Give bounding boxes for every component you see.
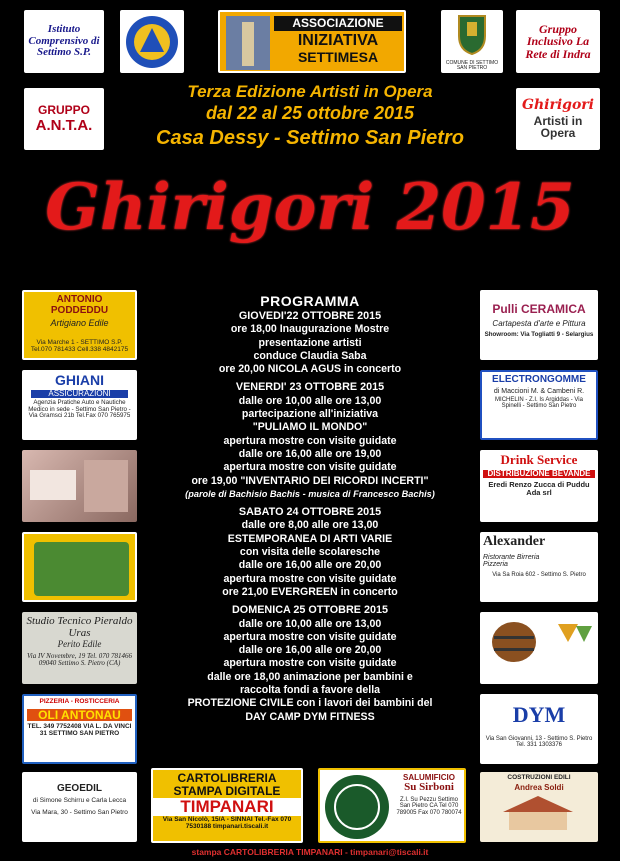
sponsor-geoedil-sub: di Simone Schirru e Carla Lecca [32, 796, 127, 804]
istituto-label: Istituto Comprensivo di Settimo S.P. [28, 23, 100, 59]
anta-line1: GRUPPO [37, 102, 90, 117]
coat-of-arms-icon [441, 10, 503, 56]
anta-line2: A.N.T.A. [35, 117, 93, 135]
salumificio-seal-icon [322, 772, 392, 842]
gruppo-inclusivo-logo [516, 10, 600, 73]
round-logo [120, 10, 184, 73]
comune-logo [441, 10, 503, 73]
sponsor-uras-info: Via IV Novembre, 19 Tel. 070 781466 09040 Settimo S. Pietro (CA) [27, 651, 132, 667]
program-day-heading: VENERDI' 23 OTTOBRE 2015 [235, 381, 385, 394]
program-line: con visita delle scolaresche [239, 546, 381, 559]
sponsor-geoedil [22, 772, 137, 842]
edition-line: Terza Edizione Artisti in Opera [187, 82, 433, 101]
sponsor-ghiani-name: GHIANI [55, 372, 104, 388]
sponsor-ghiani [22, 370, 137, 440]
ghirigori-small-label: Ghirigori [522, 97, 594, 114]
sponsor-poddeddu-info: Via Marche 1 - SETTIMO S.P. Tel.070 781433 Cell.338 4842175 [30, 339, 129, 354]
programma-lines [140, 310, 480, 724]
sponsor-dym-name: DYM [512, 702, 566, 727]
venue-line: Casa Dessy - Settimo San Pietro [156, 127, 464, 149]
program-line: apertura mostre con visite guidate [223, 434, 397, 447]
sponsor-electrongomme-sub: di Maccioni M. & Cambeni R. [493, 387, 585, 395]
sponsor-drink [480, 450, 598, 522]
istituto-logo [24, 10, 104, 73]
program-line: dalle ore 10,00 alle ore 13,00 [238, 394, 382, 407]
barrel-icon [480, 612, 598, 684]
artisti-opera-label: Artisti in Opera [533, 113, 583, 141]
sponsor-alexander-name: Alexander [483, 534, 546, 549]
timpanari-line2: STAMPA DIGITALE [173, 783, 281, 798]
sponsor-electrongomme-info: MICHELIN - Z.I. Is Argiddas - Via Spinelli - Settimo San Pietro [495, 396, 583, 410]
sponsor-wine-bar [480, 612, 598, 684]
sponsor-pizzeria [22, 694, 137, 764]
sponsor-uras-sub: Perito Edile [57, 639, 102, 650]
sirboni-line1: SALUMIFICIO [403, 773, 455, 782]
event-title: Ghirigori 2015 [45, 170, 575, 245]
sponsor-drink-sub: DISTRIBUZIONE BEVANDE [483, 470, 595, 478]
sirboni-line2: Su Sirboni [404, 781, 454, 794]
program-line: dalle ore 16,00 alle ore 20,00 [238, 559, 382, 572]
program-line: dalle ore 16,00 alle ore 20,00 [238, 644, 382, 657]
sponsor-dym-info: Via San Giovanni, 13 - Settimo S. Pietro Tel. 331 1303376 [485, 736, 593, 749]
program-day-heading: GIOVEDI'22 OTTOBRE 2015 [238, 310, 382, 322]
program-line: apertura mostre con visite guidate [223, 630, 397, 643]
gruppo-inclusivo-label: Gruppo Inclusivo La Rete di Indra [525, 21, 591, 61]
sponsor-sirboni [318, 768, 466, 843]
footer-credit: stampa CARTOLIBRERIA TIMPANARI - timpanari@tiscali.it [191, 847, 429, 857]
program-line: PROTEZIONE CIVILE con i lavori dei bambini del [187, 697, 433, 710]
program-line: conduce Claudia Saba [253, 349, 367, 362]
sponsor-ghiani-sub: ASSICURAZIONI [31, 390, 128, 398]
sponsor-soldi-sub: Andrea Soldi [514, 782, 564, 792]
sponsor-uras-name: Studio Tecnico Pieraldo Uras [26, 615, 133, 639]
sponsor-drink-info: Eredi Renzo Zucca di Puddu Ada srl [488, 480, 590, 497]
sponsor-soldi-name: COSTRUZIONI EDILI [507, 774, 571, 781]
timpanari-line3: TIMPANARI [153, 798, 301, 816]
associazione-line1: ASSOCIAZIONE [274, 16, 402, 31]
sponsor-uras [22, 612, 137, 684]
programma-title: PROGRAMMA [260, 293, 360, 309]
shop-panel [34, 542, 129, 596]
program-line: (parole di Bachisio Bachis - musica di Francesco Bachis) [185, 488, 435, 499]
program-day-heading: DOMENICA 25 OTTOBRE 2015 [232, 604, 388, 617]
sponsor-poddeddu [22, 290, 137, 360]
program-line: dalle ore 8,00 alle ore 13,00 [241, 519, 379, 532]
photo-placeholder-icon [22, 450, 137, 522]
sponsor-geoedil-info: Via Mara, 30 - Settimo San Pietro [31, 809, 128, 817]
timpanari-line1: CARTOLIBRERIA [177, 771, 277, 785]
sponsor-ceramica-name: Pulli CERAMICA [492, 302, 586, 316]
house-icon [483, 792, 593, 832]
program-line: ore 19,00 "INVENTARIO DEI RICORDI INCERTI" [191, 474, 429, 487]
sponsor-pizzeria-info: TEL. 349 7752408 VIA L. DA VINCI 31 SETTIMO SAN PIETRO [27, 723, 132, 738]
program-line: ESTEMPORANEA DI ARTI VARIE [227, 532, 393, 545]
sirboni-info: Z.I. Su Pezzu Settimo San Pietro CA Tel 070 789005 Fax 070 780074 [396, 796, 462, 816]
church-icon [226, 16, 270, 70]
sponsor-photo-1 [22, 450, 137, 522]
program-line: apertura mostre con visite guidate [223, 572, 397, 585]
sponsor-alexander-sub: Ristorante Birreria Pizzeria [483, 553, 540, 569]
associazione-logo [218, 10, 406, 73]
sponsor-ceramica-info: Showroom: Via Togliatti 9 - Selargius [484, 330, 594, 338]
program-line: partecipazione all'iniziativa [241, 408, 379, 421]
program-line: apertura mostre con visite guidate [223, 657, 397, 670]
sponsor-ceramica [480, 290, 598, 360]
program-line: DAY CAMP DYM FITNESS [245, 710, 375, 723]
sponsor-soldi [480, 772, 598, 842]
sponsor-electrongomme-name: ELECTRONGOMME [492, 374, 586, 385]
program-line: raccolta fondi a favore della [239, 684, 381, 697]
sponsor-poddeddu-sub: Artigiano Edile [50, 318, 109, 328]
timpanari-info: Via San Nicolò, 15/A - SINNAI Tel.-Fax 070 7530188 timpanari.tiscali.it [162, 816, 292, 830]
sponsor-geoedil-name: GEOEDIL [56, 783, 102, 794]
program-line: presentazione artisti [258, 336, 362, 349]
program-line: "PULIAMO IL MONDO" [252, 421, 368, 434]
sponsor-pizzeria-name: OLI ANTONAU [27, 709, 132, 722]
sponsor-alexander [480, 532, 598, 602]
sponsor-ceramica-sub: Cartapesta d'arte e Pittura [492, 318, 586, 328]
sponsor-poddeddu-name: ANTONIO PODDEDDU [50, 294, 109, 316]
program-line: dalle ore 16,00 alle ore 19,00 [238, 447, 382, 460]
sponsor-dym [480, 694, 598, 764]
sponsor-ghiani-info: Agenzia Pratiche Auto e Nautiche Medico in sede - Settimo San Pietro - Via Gramsci 21b Tel.Fax 070 765975 [28, 399, 131, 420]
program-line: ore 20,00 NICOLA AGUS in concerto [218, 363, 402, 376]
associazione-line2: INIZIATIVA [297, 31, 379, 49]
sponsor-green-shop [22, 532, 137, 602]
sponsor-pizzeria-sub: PIZZERIA - ROSTICCERIA [39, 698, 120, 705]
sponsor-alexander-info: Via Sa Roia 602 - Settimo S. Pietro [492, 572, 586, 579]
program-line: ore 21,00 EVERGREEN in concerto [222, 585, 398, 598]
comune-label: COMUNE DI SETTIMO SAN PIETRO [445, 60, 499, 72]
program-day-heading: SABATO 24 OTTOBRE 2015 [238, 506, 382, 519]
program-line: dalle ore 10,00 alle ore 13,00 [238, 617, 382, 630]
associazione-line3: SETTIMESA [297, 49, 379, 66]
program-line: apertura mostre con visite guidate [223, 461, 397, 474]
programma [140, 293, 480, 724]
sponsor-timpanari [151, 768, 303, 843]
date-line: dal 22 al 25 ottobre 2015 [205, 103, 415, 123]
sponsor-electrongomme [480, 370, 598, 440]
program-line: dalle ore 18,00 animazione per bambini e [207, 670, 413, 683]
program-line: ore 18,00 Inaugurazione Mostre [230, 323, 390, 336]
round-emblem-icon [124, 14, 180, 70]
sponsor-drink-name: Drink Service [500, 452, 578, 467]
